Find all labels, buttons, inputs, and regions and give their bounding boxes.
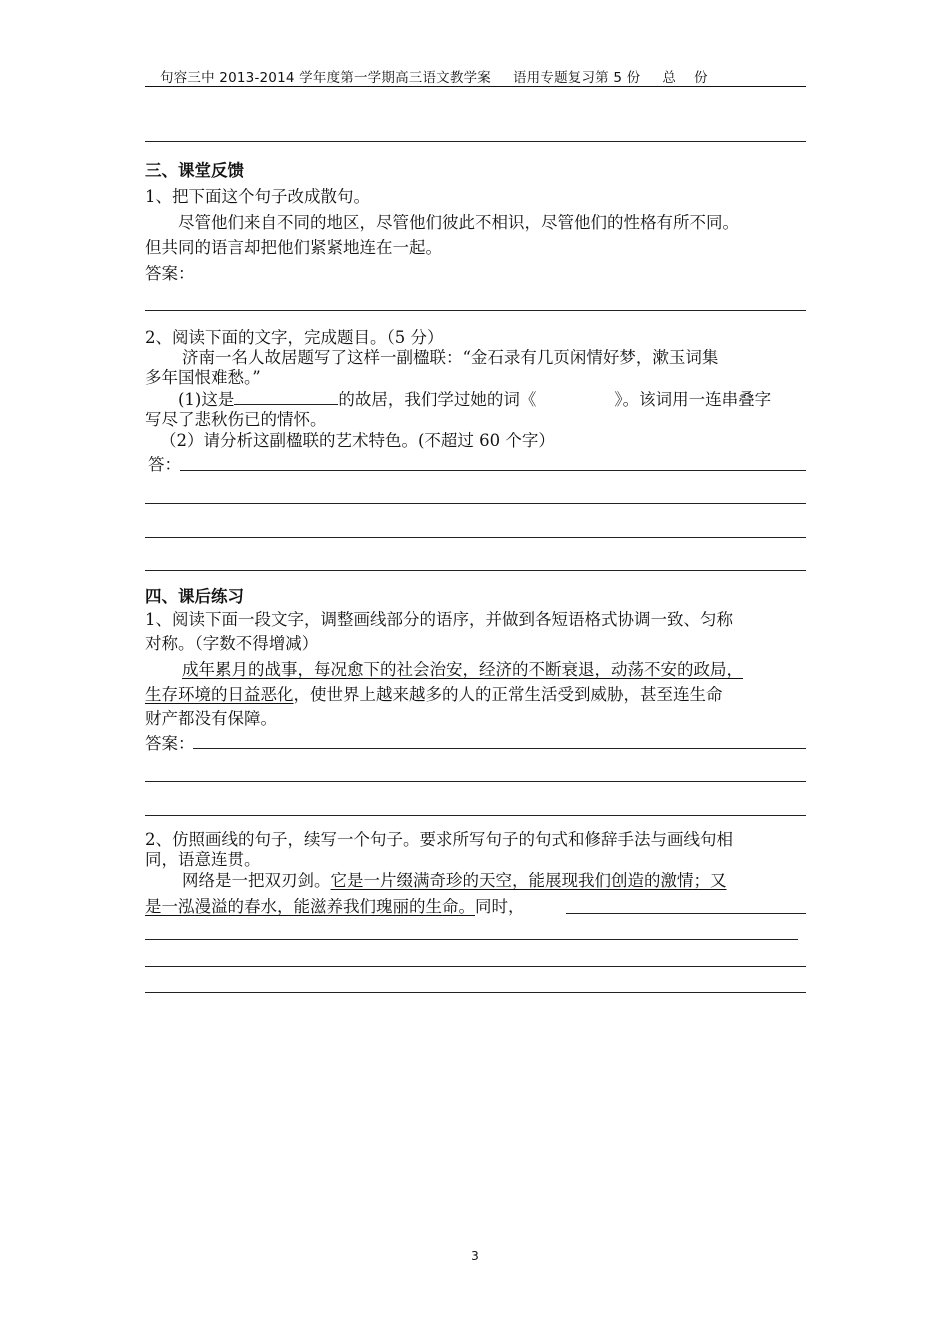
header-copies-label: 份: [694, 70, 708, 86]
answer-line[interactable]: [145, 966, 806, 967]
answer-line[interactable]: [145, 570, 806, 571]
s4-q2-lead: 网络是一把双刃剑。: [182, 871, 331, 890]
s4-q2-underlined1: 它是一片缀满奇珍的天空，能展现我们创造的激情；又: [330, 871, 727, 890]
s4-q1-answer-label: 答案：: [145, 734, 195, 753]
s3-q2-sub1: [178, 387, 771, 411]
header-school-term: 句容三中 2013-2014 学年度第一学期高三语文教学案: [160, 70, 491, 86]
section3-title: 三、课堂反馈: [145, 161, 244, 180]
s4-q1-line2: [145, 684, 723, 706]
s4-q1-underlined-line1: 成年累月的战事，每况愈下的社会治安，经济的不断衰退，动荡不安的政局，: [182, 660, 743, 679]
s3-q2-sub1-line2: 写尽了悲秋伤已的情怀。: [145, 410, 327, 429]
s3-q2-answer-label: 答：: [148, 455, 181, 474]
s4-q1-line3: 财产都没有保障。: [145, 709, 277, 728]
answer-line[interactable]: [145, 815, 806, 816]
s4-q1-prompt-line1: 1、阅读下面一段文字，调整画线部分的语序，并做到各短语格式协调一致、匀称: [145, 610, 733, 629]
s3-q1-answer-label: 答案：: [145, 264, 195, 283]
header-topic: 语用专题复习第 5 份: [512, 70, 641, 86]
fill-blank-author[interactable]: [234, 387, 338, 405]
s4-q1-prompt-line2: 对称。（字数不得增减）: [145, 634, 319, 653]
section4-title: 四、课后练习: [145, 587, 244, 606]
s3-q1-prompt: 1、把下面这个句子改成散句。: [145, 187, 370, 206]
answer-line[interactable]: [145, 503, 806, 504]
sub1-text-a: (1)这是: [178, 390, 235, 409]
s3-q1-sentence-line1: 尽管他们来自不同的地区，尽管他们彼此不相识，尽管他们的性格有所不同。: [178, 213, 739, 232]
answer-line[interactable]: [145, 537, 806, 538]
page-header: [160, 66, 708, 86]
s4-q1-rest: ，使世界上越来越多的人的正常生活受到威胁，甚至连生命: [293, 685, 723, 704]
s4-q2-sentence-line1: [182, 870, 727, 892]
s3-q2-sub2: （2）请分析这副楹联的艺术特色。(不超过 60 个字）: [160, 431, 555, 450]
answer-line[interactable]: [566, 913, 806, 914]
s3-q2-couplet-line2: 多年国恨难愁。”: [145, 368, 261, 387]
answer-line[interactable]: [180, 470, 806, 471]
s4-q2-sentence-line2: [145, 896, 525, 918]
header-rule: [145, 86, 806, 87]
sub1-text-b: 的故居，我们学过她的词《: [338, 390, 537, 409]
sub1-text-c: 》。该词用一连串叠字: [614, 390, 772, 409]
answer-line[interactable]: [145, 939, 798, 940]
answer-line[interactable]: [145, 781, 806, 782]
s3-q1-sentence-line2: 但共同的语言却把他们紧紧地连在一起。: [145, 238, 442, 257]
s4-q2-prompt-line2: 同，语意连贯。: [145, 850, 261, 869]
s3-q2-couplet-line1: 济南一名人故居题写了这样一副楹联：“金石录有几页闲情好梦，漱玉词集: [182, 348, 719, 367]
s4-q1-underlined-line2: 生存环境的日益恶化: [145, 685, 294, 704]
page-number: 3: [471, 1249, 479, 1263]
answer-line[interactable]: [145, 992, 806, 993]
s4-q2-prompt-line1: 2、仿照画线的句子，续写一个句子。要求所写句子的句式和修辞手法与画线句相: [145, 830, 733, 849]
s3-q2-prompt: 2、阅读下面的文字，完成题目。（5 分）: [145, 328, 444, 347]
answer-line[interactable]: [193, 748, 806, 749]
answer-line: [145, 141, 806, 142]
s4-q2-underlined2: 是一泓漫溢的春水，能滋养我们瑰丽的生命。: [145, 897, 475, 916]
answer-line[interactable]: [145, 310, 806, 311]
header-total-label: 总: [662, 70, 677, 86]
s4-q2-tail: 同时，: [475, 897, 525, 916]
